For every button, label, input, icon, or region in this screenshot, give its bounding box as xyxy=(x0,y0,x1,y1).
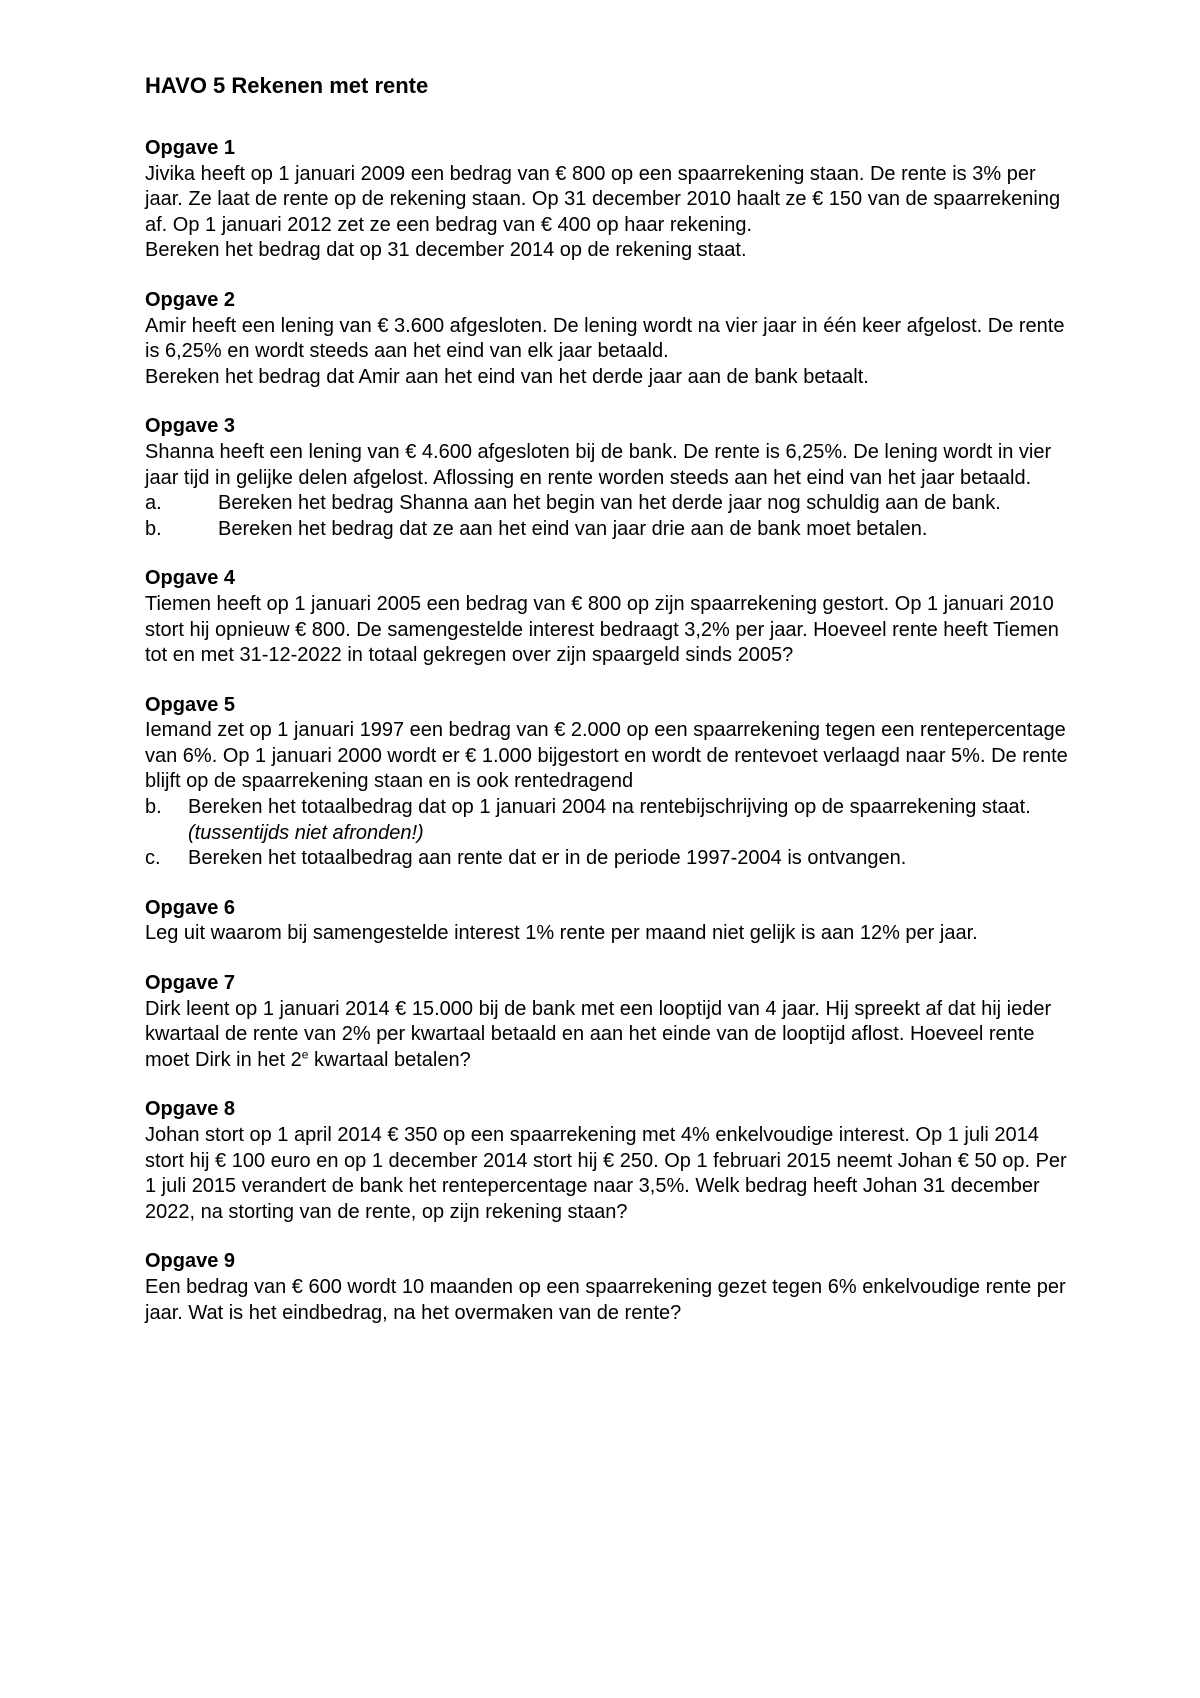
exercise-5 xyxy=(145,693,1075,872)
exercise-heading: Opgave 8 xyxy=(145,1098,236,1121)
sub-question-marker: b. xyxy=(145,796,162,819)
exercise-heading: Opgave 1 xyxy=(145,137,236,159)
exercise-heading: Opgave 7 xyxy=(145,972,236,995)
exercise-heading: Opgave 9 xyxy=(145,1250,236,1273)
sub-question-text: Bereken het bedrag Shanna aan het begin van het derde jaar nog schuldig aan de bank. xyxy=(218,492,1001,515)
exercise-6 xyxy=(145,896,1075,947)
document-page xyxy=(145,72,1075,1350)
exercise-text: Jivika heeft op 1 januari 2009 een bedrag van € 800 op een spaarrekening staan. De rente is 3% per jaar. Ze laat de rente op de rekening staan. Op 31 december 2010 haalt ze € 150 van de spaarrekening af. Op 1 januari 2012 zet ze een bedrag van € 400 op haar rekening. xyxy=(145,162,1061,236)
exercise-heading: Opgave 4 xyxy=(145,567,236,590)
sub-question-marker: c. xyxy=(145,847,161,870)
exercise-heading: Opgave 6 xyxy=(145,896,236,919)
exercise-4 xyxy=(145,566,1075,668)
exercise-text: Tiemen heeft op 1 januari 2005 een bedrag van € 800 op zijn spaarrekening gestort. Op 1 januari 2010 stort hij opnieuw € 800. De samengestelde interest bedraagt 3,2% per jaar. Hoeveel rente heeft Tiemen tot en met 31-12-2022 in totaal gekregen over zijn spaargeld sinds 2005? xyxy=(145,592,1059,667)
exercise-text: Een bedrag van € 600 wordt 10 maanden op een spaarrekening gezet tegen 6% enkelvoudige rente per jaar. Wat is het eindbedrag, na het overmaken van de rente? xyxy=(145,1275,1066,1324)
sub-question-marker: a. xyxy=(145,492,162,515)
sub-question-text: Bereken het totaalbedrag dat op 1 januari 2004 na rentebijschrijving op de spaarrekening staat. xyxy=(188,796,1031,819)
sub-question-b xyxy=(145,517,1075,543)
exercise-8 xyxy=(145,1097,1075,1225)
exercise-question: Bereken het bedrag dat op 31 december 2014 op de rekening staat. xyxy=(145,239,747,262)
exercise-text: Amir heeft een lening van € 3.600 afgesloten. De lening wordt na vier jaar in één keer afgelost. De rente is 6,25% en wordt steeds aan het eind van elk jaar betaald. xyxy=(145,314,1065,363)
sub-question-marker: b. xyxy=(145,517,162,540)
exercise-text xyxy=(145,997,1075,1074)
sub-question-text: Bereken het bedrag dat ze aan het eind van jaar drie aan de bank moet betalen. xyxy=(218,517,928,540)
exercise-text: Johan stort op 1 april 2014 € 350 op een spaarrekening met 4% enkelvoudige interest. Op 1 juli 2014 stort hij € 100 euro en op 1 december 2014 stort hij € 250. Op 1 februari 2015 neemt Johan € 50 op. Per 1 juli 2015 verandert de bank het rentepercentage naar 3,5%. Welk bedrag heeft Johan 31 december 2022, na storting van de rente, op zijn rekening staan? xyxy=(145,1124,1067,1223)
sub-question-text: Bereken het totaalbedrag aan rente dat er in de periode 1997-2004 is ontvangen. xyxy=(188,847,907,870)
exercise-heading: Opgave 2 xyxy=(145,288,236,311)
ordinal-superscript: e xyxy=(301,1047,309,1062)
sub-question-c xyxy=(145,846,1075,872)
sub-question-a xyxy=(145,491,1075,517)
exercise-text-part: Dirk leent op 1 januari 2014 € 15.000 bij de bank met een looptijd van 4 jaar. Hij spreekt af dat hij ieder kwartaal de rente van 2% per kwartaal betaald en aan het einde van de looptijd aflost. Hoeveel rente moet Dirk in het 2 xyxy=(145,997,1052,1071)
exercise-1 xyxy=(145,136,1075,264)
exercise-heading: Opgave 5 xyxy=(145,693,236,716)
exercise-9 xyxy=(145,1249,1075,1326)
exercise-2 xyxy=(145,288,1075,390)
exercise-text: Leg uit waarom bij samengestelde interest 1% rente per maand niet gelijk is aan 12% per jaar. xyxy=(145,922,978,945)
exercise-text: Shanna heeft een lening van € 4.600 afgesloten bij de bank. De rente is 6,25%. De lening wordt in vier jaar tijd in gelijke delen afgelost. Aflossing en rente worden steeds aan het eind van het jaar betaald. xyxy=(145,440,1052,489)
exercise-text: Iemand zet op 1 januari 1997 een bedrag van € 2.000 op een spaarrekening tegen een rentepercentage van 6%. Op 1 januari 2000 wordt er € 1.000 bijgestort en wordt de rentevoet verlaagd naar 5%. De rente blijft op de spaarrekening staan en is ook rentedragend xyxy=(145,719,1068,793)
document-title: HAVO 5 Rekenen met rente xyxy=(145,73,429,98)
exercise-text-part: kwartaal betalen? xyxy=(308,1048,471,1071)
exercise-7 xyxy=(145,971,1075,1073)
exercise-heading: Opgave 3 xyxy=(145,415,236,438)
exercise-3 xyxy=(145,414,1075,542)
exercise-question: Bereken het bedrag dat Amir aan het eind van het derde jaar aan de bank betaalt. xyxy=(145,365,869,388)
sub-question-note: (tussentijds niet afronden!) xyxy=(188,821,424,844)
sub-question-b xyxy=(145,795,1075,846)
